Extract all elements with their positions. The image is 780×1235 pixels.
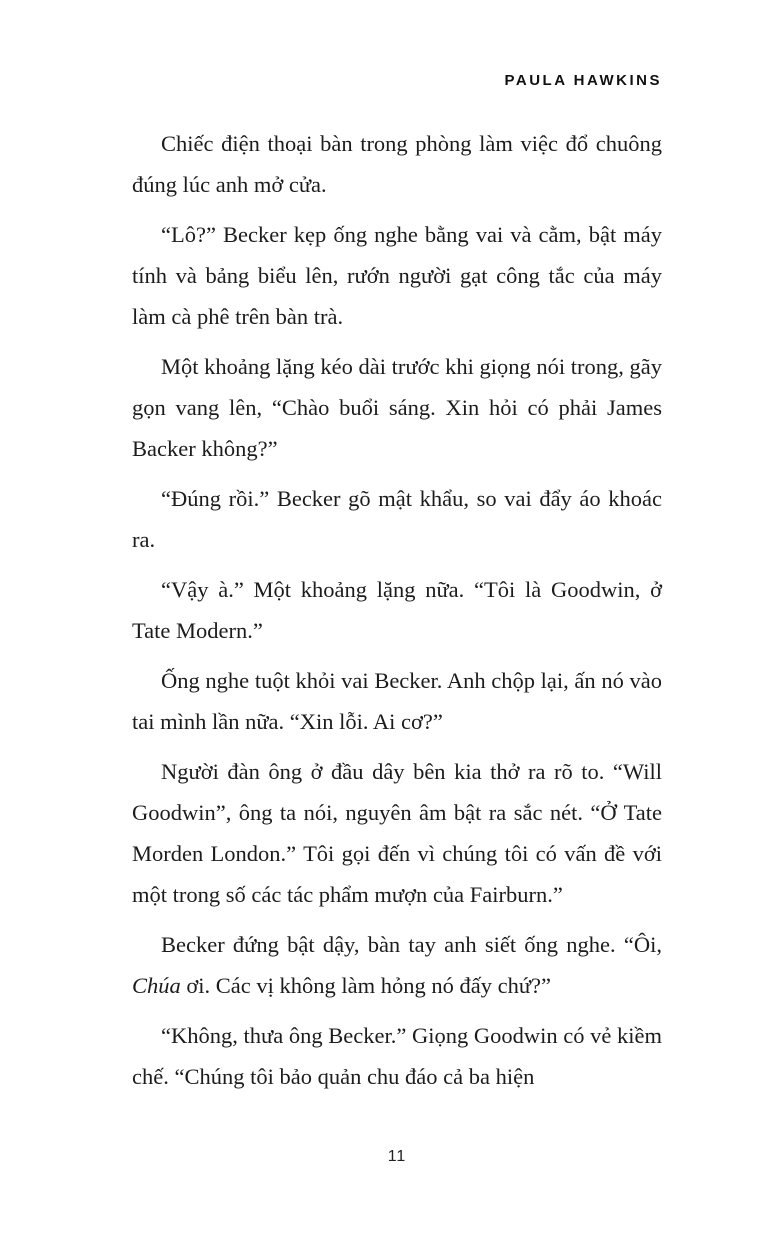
paragraph bbox=[132, 123, 662, 205]
text-segment: “Đúng rồi.” Becker gõ mật khẩu, so vai đẩy áo khoác ra. bbox=[132, 486, 662, 552]
italic-text: Chúa bbox=[132, 973, 181, 998]
text-segment: “Lô?” Becker kẹp ống nghe bằng vai và cằm, bật máy tính và bảng biểu lên, rướn người gạt công tắc của máy làm cà phê trên bàn trà. bbox=[132, 222, 662, 329]
text-segment: “Vậy à.” Một khoảng lặng nữa. “Tôi là Goodwin, ở Tate Modern.” bbox=[132, 577, 662, 643]
paragraph bbox=[132, 924, 662, 1006]
text-segment: Người đàn ông ở đầu dây bên kia thở ra rõ to. “Will Goodwin”, ông ta nói, nguyên âm bật ra sắc nét. “Ở Tate Morden London.” Tôi gọi đến vì chúng tôi có vấn đề với một trong số các tác phẩm mượn của Fairburn.” bbox=[132, 759, 662, 907]
paragraph bbox=[132, 478, 662, 560]
page-number: 11 bbox=[387, 1148, 407, 1165]
paragraph bbox=[132, 660, 662, 742]
text-segment: “Không, thưa ông Becker.” Giọng Goodwin có vẻ kiềm chế. “Chúng tôi bảo quản chu đáo cả ba hiện bbox=[132, 1023, 662, 1089]
text-segment: Ống nghe tuột khỏi vai Becker. Anh chộp lại, ấn nó vào tai mình lần nữa. “Xin lỗi. Ai cơ?” bbox=[132, 668, 662, 734]
paragraph bbox=[132, 569, 662, 651]
text-segment: Chiếc điện thoại bàn trong phòng làm việc đổ chuông đúng lúc anh mở cửa. bbox=[132, 131, 662, 197]
body-text bbox=[132, 123, 662, 1097]
paragraph bbox=[132, 751, 662, 915]
paragraph bbox=[132, 1015, 662, 1097]
paragraph bbox=[132, 214, 662, 337]
running-header: PAULA HAWKINS bbox=[504, 72, 662, 89]
text-segment: Một khoảng lặng kéo dài trước khi giọng nói trong, gãy gọn vang lên, “Chào buổi sáng. Xin hỏi có phải James Backer không?” bbox=[132, 354, 662, 461]
text-segment: ơi. Các vị không làm hỏng nó đấy chứ?” bbox=[180, 973, 552, 998]
text-segment: Becker đứng bật dậy, bàn tay anh siết ống nghe. “Ôi, bbox=[161, 932, 662, 957]
paragraph bbox=[132, 346, 662, 469]
